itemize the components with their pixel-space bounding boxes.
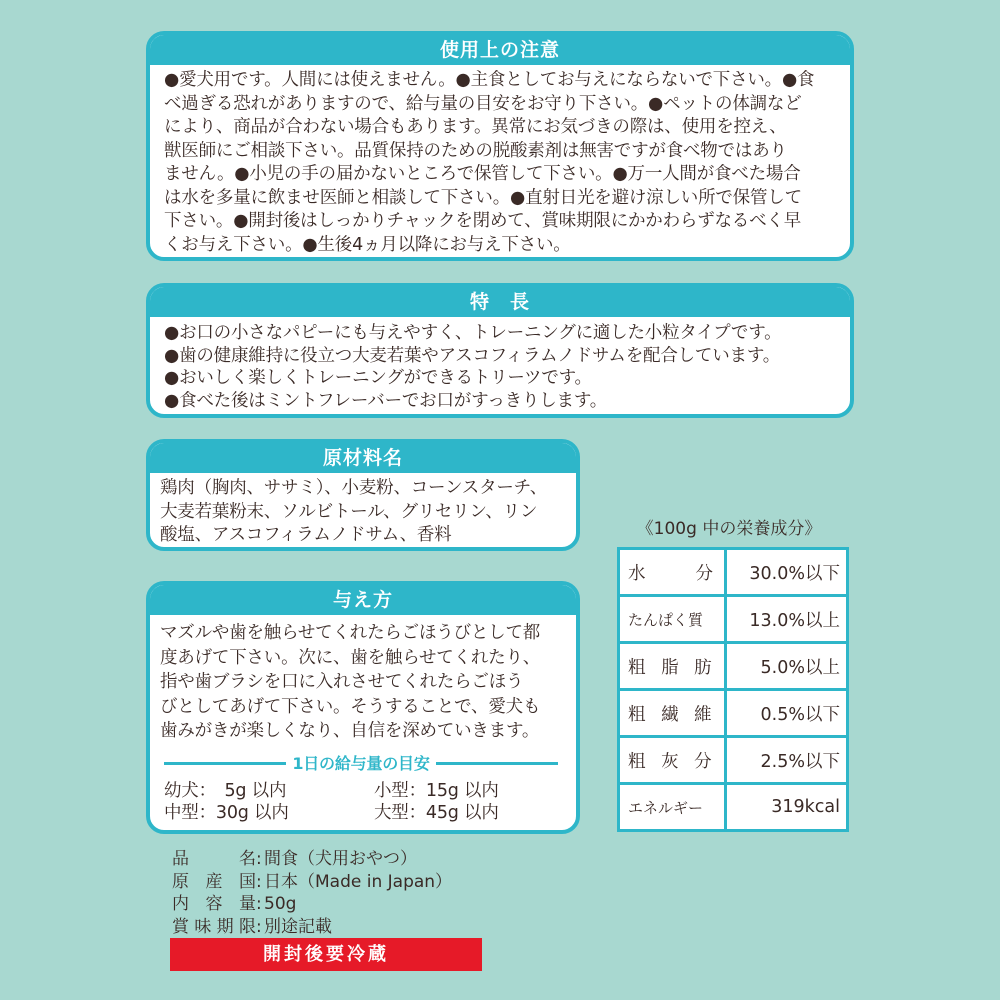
product-info-separator: : — [256, 849, 262, 869]
nutrition-title: 《100g 中の栄養成分》 — [636, 519, 822, 539]
nutrition-label: 粗 繊 維 — [619, 690, 726, 737]
caution-heading: 使用上の注意 — [150, 35, 850, 65]
amount-small: 小型：15g 以内 — [374, 781, 499, 801]
feeding-guide-text — [150, 615, 576, 824]
ingredients-line: 鶏肉（胸肉、ササミ）、小麦粉、コーンスターチ、 — [160, 478, 548, 498]
product-info-separator: : — [256, 916, 262, 937]
nutrition-value: 13.0%以上 — [726, 596, 848, 643]
caution-line: は水を多量に飲ませ医師と相談して下さい。●直射日光を避け涼しい所で保管して — [164, 187, 802, 208]
product-info-separator: : — [256, 894, 262, 914]
ingredients-heading: 原材料名 — [150, 443, 576, 473]
nutrition-value: 319kcal — [726, 784, 848, 831]
nutrition-value: 30.0%以下 — [726, 549, 848, 596]
feeding-guide-line: 指や歯ブラシを口に入れさせてくれたらごほう — [160, 672, 524, 692]
feeding-guide-heading: 与え方 — [150, 585, 576, 615]
amount-puppy: 幼犬： 5g 以内 — [164, 781, 287, 801]
product-info-value: 別途記載 — [264, 916, 332, 937]
caution-line: 下さい。●開封後はしっかりチャックを閉めて、賞味期限にかかわらずなるべく早 — [164, 211, 801, 231]
product-info-label: 品名 — [172, 849, 256, 869]
caution-text — [150, 65, 850, 257]
product-info-value: 日本（Made in Japan） — [264, 871, 453, 892]
nutrition-row — [619, 643, 848, 690]
features-heading: 特 長 — [150, 287, 850, 317]
feeding-guide-line: 歯みがきが楽しくなり、自信を深めていきます。 — [160, 721, 540, 741]
daily-amount-heading: 1日の給与量の目安 — [292, 753, 430, 773]
nutrition-value: 0.5%以下 — [726, 690, 848, 737]
nutrition-table — [617, 547, 849, 832]
product-info-value: 間食（犬用おやつ） — [264, 849, 417, 869]
daily-amount-divider — [164, 752, 558, 777]
nutrition-label: エネルギー — [619, 784, 726, 831]
product-info — [172, 848, 452, 938]
ingredients-panel — [146, 439, 580, 551]
feature-item: ●歯の健康維持に役立つ大麦若葉やアスコフィラムノドサムを配合しています。 — [164, 345, 781, 366]
caution-line: により、商品が合わない場合もあります。異常にお気づきの際は、使用を控え、 — [164, 117, 787, 137]
product-info-row — [172, 916, 452, 939]
feeding-guide-panel — [146, 581, 580, 834]
feeding-guide-line: マズルや歯を触らせてくれたらごほうびとして都 — [160, 623, 541, 643]
product-info-label: 原産国 — [172, 871, 256, 892]
feeding-guide-line: 度あげて下さい。次に、歯を触らせてくれたり、 — [160, 647, 541, 668]
refrigerate-notice: 開封後要冷蔵 — [170, 938, 482, 971]
divider-line — [436, 762, 558, 765]
product-info-row — [172, 893, 452, 916]
features-panel — [146, 283, 854, 418]
product-info-value: 50g — [264, 894, 297, 914]
caution-line: ●愛犬用です。人間には使えません。●主食としてお与えにならないで下さい。●食 — [164, 70, 815, 90]
feature-item: ●おいしく楽しくトレーニングができるトリーツです。 — [164, 368, 592, 388]
feeding-guide-line: びとしてあげて下さい。そうすることで、愛犬も — [160, 696, 541, 717]
nutrition-label: たんぱく質 — [619, 596, 726, 643]
nutrition-row — [619, 737, 848, 784]
ingredients-text — [150, 473, 576, 548]
caution-line: くお与え下さい。●生後4ヵ月以降にお与え下さい。 — [164, 234, 571, 255]
caution-line: べ過ぎる恐れがありますので、給与量の目安をお守り下さい。●ペットの体調など — [164, 93, 802, 114]
feature-item: ●お口の小さなパピーにも与えやすく、トレーニングに適した小粒タイプです。 — [164, 323, 782, 343]
ingredients-line: 大麦若葉粉末、ソルビトール、グリセリン、リン — [160, 501, 538, 522]
nutrition-value: 5.0%以上 — [726, 643, 848, 690]
nutrition-row — [619, 549, 848, 596]
nutrition-label: 粗 脂 肪 — [619, 643, 726, 690]
caution-line: 獣医師にご相談下さい。品質保持のための脱酸素剤は無害ですが食べ物ではあり — [164, 140, 787, 161]
features-text — [150, 317, 850, 412]
product-info-row — [172, 871, 452, 894]
ingredients-line: 酸塩、アスコフィラムノドサム、香料 — [160, 525, 452, 545]
product-info-separator: : — [256, 871, 262, 892]
nutrition-row — [619, 690, 848, 737]
nutrition-row — [619, 596, 848, 643]
amount-large: 大型：45g 以内 — [374, 803, 499, 823]
divider-line — [164, 762, 286, 765]
product-info-label: 賞味期限 — [172, 916, 256, 937]
product-info-label: 内容量 — [172, 894, 256, 914]
caution-panel — [146, 31, 854, 261]
nutrition-row — [619, 784, 848, 831]
nutrition-value: 2.5%以下 — [726, 737, 848, 784]
caution-line: ません。●小児の手の届かないところで保管して下さい。●万一人間が食べた場合 — [164, 164, 801, 184]
amount-medium: 中型：30g 以内 — [164, 803, 289, 823]
feature-item: ●食べた後はミントフレーバーでお口がすっきりします。 — [164, 390, 608, 411]
nutrition-label: 水 分 — [619, 549, 726, 596]
product-info-row — [172, 848, 452, 871]
daily-amount-table — [160, 780, 564, 824]
nutrition-label: 粗 灰 分 — [619, 737, 726, 784]
